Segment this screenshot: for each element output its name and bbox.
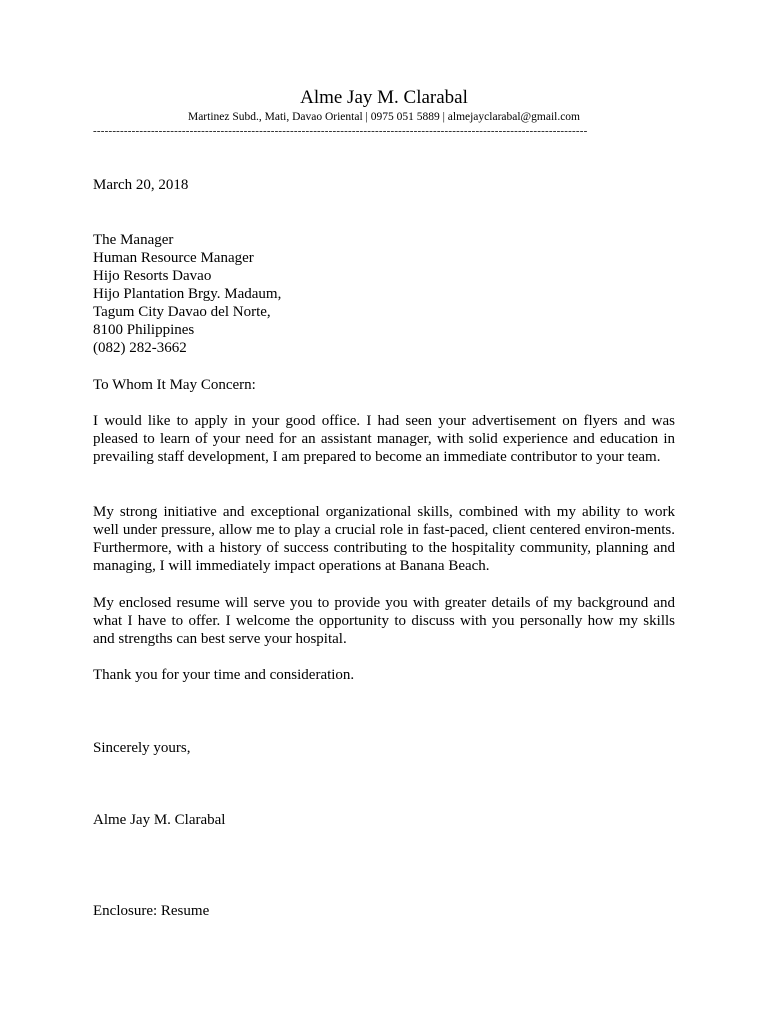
sender-name: Alme Jay M. Clarabal [300, 87, 468, 108]
recipient-line-postal: 8100 Philippines [93, 322, 195, 338]
closing: Sincerely yours, [93, 740, 191, 756]
letter-date: March 20, 2018 [93, 177, 189, 193]
body-paragraph-4: Thank you for your time and consideration. [93, 667, 355, 683]
recipient-line-company: Hijo Resorts Davao [93, 268, 212, 284]
signature-name: Alme Jay M. Clarabal [93, 812, 226, 828]
recipient-line-street: Hijo Plantation Brgy. Madaum, [93, 286, 282, 302]
sender-contact-info: Martinez Subd., Mati, Davao Oriental | 0975 051 5889 | almejayclarabal@gmail.com [187, 111, 581, 123]
recipient-line-position: Human Resource Manager [93, 250, 254, 266]
body-paragraph-3: My enclosed resume will serve you to provide you with greater details of my background and what I have to offer. I welcome the opportunity to discuss with you personally how my skills and strengths can best serve your hospital. [93, 595, 675, 647]
header-dashed-rule: -------------------------------------------------------------------------------------------------------------------------------- [93, 125, 588, 137]
recipient-address [93, 231, 675, 357]
salutation: To Whom It May Concern: [93, 377, 256, 393]
recipient-line-title: The Manager [93, 232, 174, 248]
recipient-line-phone: (082) 282-3662 [93, 340, 187, 356]
body-paragraph-2: My strong initiative and exceptional organizational skills, combined with my ability to work well under pressure, allow me to play a crucial role in fast-paced, client centered environ-ments. Furthermore, with a history of success contributing to the hospitality community, planning and managing, I will immediately impact operations at Banana Beach. [93, 504, 675, 574]
enclosure-note: Enclosure: Resume [93, 903, 210, 919]
recipient-line-city: Tagum City Davao del Norte, [93, 304, 271, 320]
body-paragraph-1: I would like to apply in your good office. I had seen your advertisement on flyers and was pleased to learn of your need for an assistant manager, with solid experience and education in prevailing staff development, I am prepared to become an immediate contributor to your team. [93, 413, 675, 465]
